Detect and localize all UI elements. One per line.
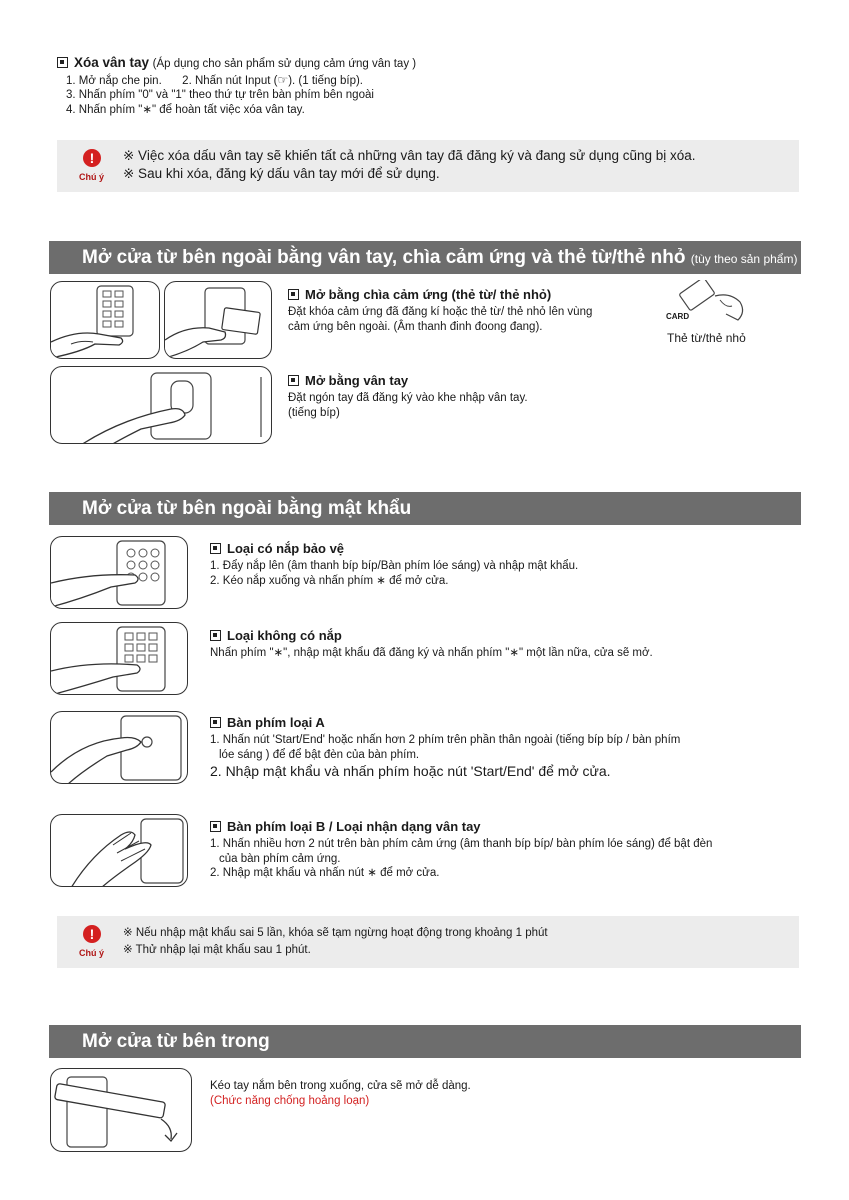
note-line-1: ※ Nếu nhập mật khẩu sai 5 lần, khóa sẽ tạm ngừng hoạt động trong khoảng 1 phút [123, 927, 548, 939]
keypad-b-line-1: 1. Nhấn nhiều hơn 2 nút trên bàn phím cảm ứng (âm thanh bíp bíp/ bàn phím lóe sáng) để bật đèn [210, 838, 713, 850]
card-text-1: Đặt khóa cảm ứng đã đăng kí hoặc thẻ từ/ thẻ nhỏ lên vùng [288, 306, 593, 318]
note-line-2: ※ Thử nhập lại mật khẩu sau 1 phút. [123, 944, 311, 956]
keypad-type-b-illustration [50, 814, 188, 887]
note-box-2 [57, 916, 799, 968]
keypad-a-heading: Bàn phím loại A [210, 715, 820, 731]
warning-icon: ! [83, 925, 101, 943]
cover-type-heading: Loại có nắp bảo vệ [210, 541, 810, 557]
checkbox-square-icon [210, 630, 221, 641]
delete-step-4: 4. Nhấn phím "∗" để hoàn tất việc xóa vân tay. [66, 103, 305, 116]
keypad-card-illustration [50, 281, 160, 359]
no-cover-keypad-illustration [50, 622, 188, 695]
keypad-b-line-2: của bàn phím cảm ứng. [219, 852, 341, 865]
card-heading: Mở bằng chìa cảm ứng (thẻ từ/ thẻ nhỏ) [288, 287, 648, 303]
checkbox-square-icon [288, 289, 299, 300]
card-icon [660, 280, 760, 328]
keypad-b-heading: Bàn phím loại B / Loại nhận dạng vân tay [210, 819, 820, 835]
no-cover-type-line-1: Nhấn phím "∗", nhập mật khẩu đã đăng ký và nhấn phím "∗" một lần nữa, cửa sẽ mở. [210, 647, 653, 659]
cover-keypad-illustration [50, 536, 188, 609]
keypad-type-a-illustration [50, 711, 188, 784]
card-caption: Thẻ từ/thẻ nhỏ [667, 331, 746, 345]
fingerprint-touch-illustration [50, 366, 272, 444]
checkbox-square-icon [210, 543, 221, 554]
delete-step-1-2: 1. Mở nắp che pin. 2. Nhấn nút Input (☞). (1 tiếng bíp). [66, 72, 363, 87]
inside-text-1: Kéo tay nắm bên trong xuống, cửa sẽ mở dễ dàng. [210, 1080, 471, 1092]
checkbox-square-icon [210, 821, 221, 832]
no-cover-type-heading: Loại không có nắp [210, 628, 810, 644]
keypad-b-line-3: 2. Nhập mật khẩu và nhấn nút ∗ để mở cửa. [210, 867, 440, 879]
keypad-a-line-1: 1. Nhấn nút 'Start/End' hoặc nhấn hơn 2 phím trên phần thân ngoài (tiếng bíp bíp / bàn phím [210, 734, 681, 746]
note-line-1: ※ Việc xóa dấu vân tay sẽ khiến tất cả những vân tay đã đăng ký và đang sử dụng cũng bị xóa. [123, 148, 696, 163]
card-text-2: cảm ứng bên ngoài. (Âm thanh đinh đoong đang). [288, 320, 543, 333]
note-label: Chú ý [79, 948, 105, 958]
fingerprint-text-1: Đặt ngón tay đã đăng ký vào khe nhập vân tay. [288, 392, 528, 404]
fingerprint-text-2: (tiếng bíp) [288, 406, 340, 419]
note-line-2: ※ Sau khi xóa, đăng ký dấu vân tay mới để sử dụng. [123, 166, 440, 181]
delete-fingerprint-heading: Xóa vân tay (Áp dụng cho sản phẩm sử dụng cảm ứng vân tay ) [57, 55, 817, 72]
cover-type-line-2: 2. Kéo nắp xuống và nhấn phím ∗ để mở cửa. [210, 574, 449, 587]
inside-handle-illustration [50, 1068, 192, 1152]
note-box-1 [57, 140, 799, 192]
card-icon-label: CARD [666, 312, 690, 321]
hand-pointing-icon: ☞ [277, 72, 289, 87]
section-banner-2: Mở cửa từ bên ngoài bằng mật khẩu [49, 492, 801, 525]
fingerprint-heading: Mở bằng vân tay [288, 373, 648, 389]
section-banner-1: Mở cửa từ bên ngoài bằng vân tay, chìa cảm ứng và thẻ từ/thẻ nhỏ (tùy theo sản phẩm) [49, 241, 801, 274]
delete-fingerprint-block [57, 55, 817, 117]
inside-text-2: (Chức năng chống hoảng loạn) [210, 1094, 370, 1107]
section-banner-3: Mở cửa từ bên trong [49, 1025, 801, 1058]
cover-type-line-1: 1. Đẩy nắp lên (âm thanh bíp bíp/Bàn phím lóe sáng) và nhập mật khẩu. [210, 560, 579, 572]
checkbox-square-icon [210, 717, 221, 728]
note-label: Chú ý [79, 172, 105, 182]
warning-icon: ! [83, 149, 101, 167]
delete-step-3: 3. Nhấn phím "0" và "1" theo thứ tự trên bàn phím bên ngoài [66, 89, 374, 101]
checkbox-square-icon [288, 375, 299, 386]
keypad-a-line-2: lóe sáng ) để để bật đèn của bàn phím. [219, 748, 420, 761]
keypad-a-line-3: 2. Nhập mật khẩu và nhấn phím hoặc nút 'Start/End' để mở cửa. [210, 763, 611, 779]
card-touch-illustration [164, 281, 272, 359]
checkbox-square-icon [57, 57, 68, 68]
